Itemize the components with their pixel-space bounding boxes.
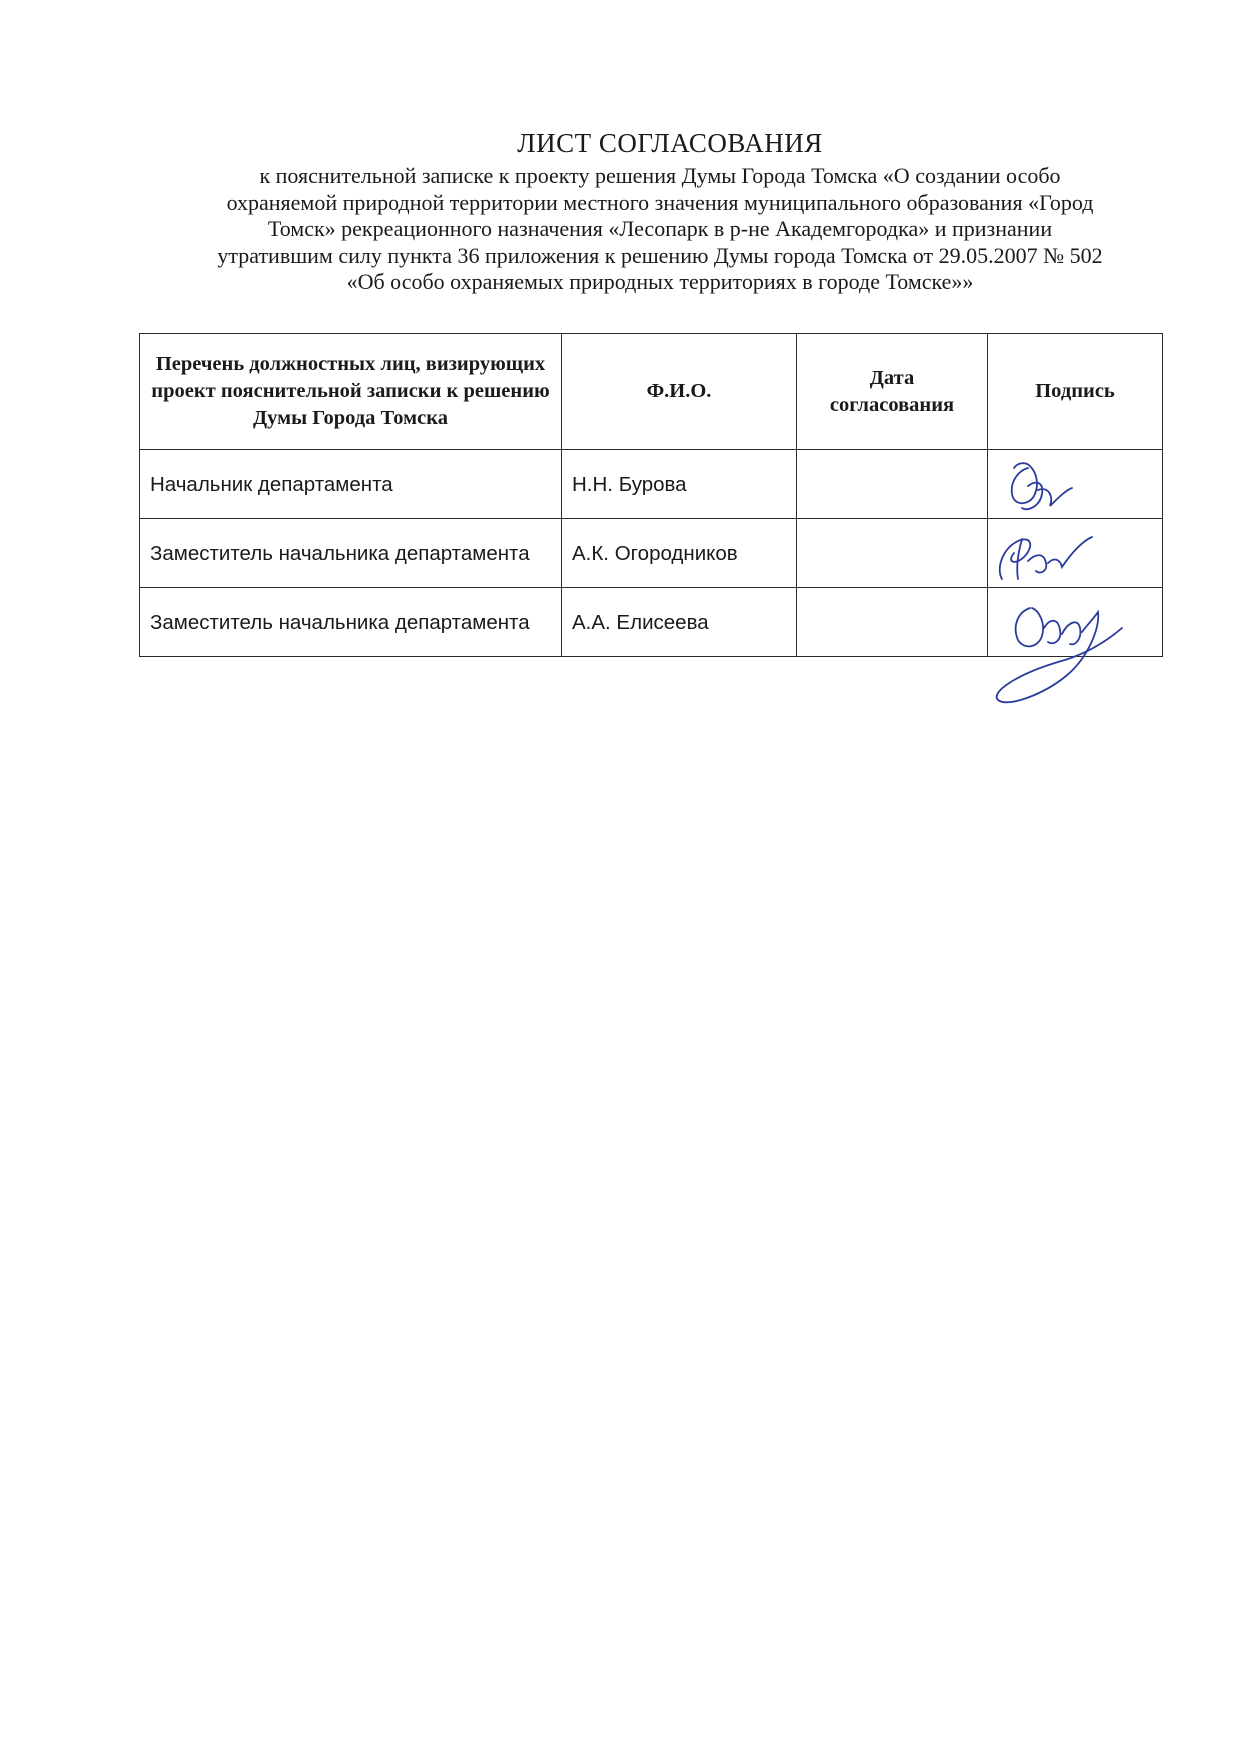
header-name: Ф.И.О. xyxy=(562,334,797,450)
subtitle-line: к пояснительной записке к проекту решения Думы Города Томска «О создании особо xyxy=(259,163,1061,188)
cell-name: Н.Н. Бурова xyxy=(562,450,797,519)
cell-name: А.К. Огородников xyxy=(562,519,797,588)
subtitle-line: Томск» рекреационного назначения «Лесопарк в р-не Академгородка» и признании xyxy=(267,216,1053,241)
cell-date xyxy=(797,588,988,657)
header-signature: Подпись xyxy=(988,334,1163,450)
table-row xyxy=(140,588,1163,657)
approval-table xyxy=(139,333,1163,657)
table-row xyxy=(140,519,1163,588)
cell-date xyxy=(797,519,988,588)
cell-signature xyxy=(988,588,1163,657)
subtitle-line: утратившим силу пункта 36 приложения к решению Думы города Томска от 29.05.2007 № 502 xyxy=(217,242,1103,268)
cell-position: Начальник департамента xyxy=(140,450,562,519)
signature-image xyxy=(988,588,1163,718)
cell-name: А.А. Елисеева xyxy=(562,588,797,657)
header-position: Перечень должностных лиц, визирующих проект пояснительной записки к решению Думы Города Томска xyxy=(140,334,562,450)
cell-position: Заместитель начальника департамента xyxy=(140,588,562,657)
document-subtitle xyxy=(150,163,1170,296)
cell-position: Заместитель начальника департамента xyxy=(140,519,562,588)
cell-signature xyxy=(988,519,1163,588)
subtitle-line: охраняемой природной территории местного значения муниципального образования «Город xyxy=(226,189,1094,215)
table-header-row xyxy=(140,334,1163,450)
cell-signature xyxy=(988,450,1163,519)
document-title: ЛИСТ СОГЛАСОВАНИЯ xyxy=(517,128,823,158)
header-date: Дата согласования xyxy=(797,334,988,450)
subtitle-line: «Об особо охраняемых природных территориях в городе Томске»» xyxy=(346,269,974,294)
table-row xyxy=(140,450,1163,519)
cell-date xyxy=(797,450,988,519)
